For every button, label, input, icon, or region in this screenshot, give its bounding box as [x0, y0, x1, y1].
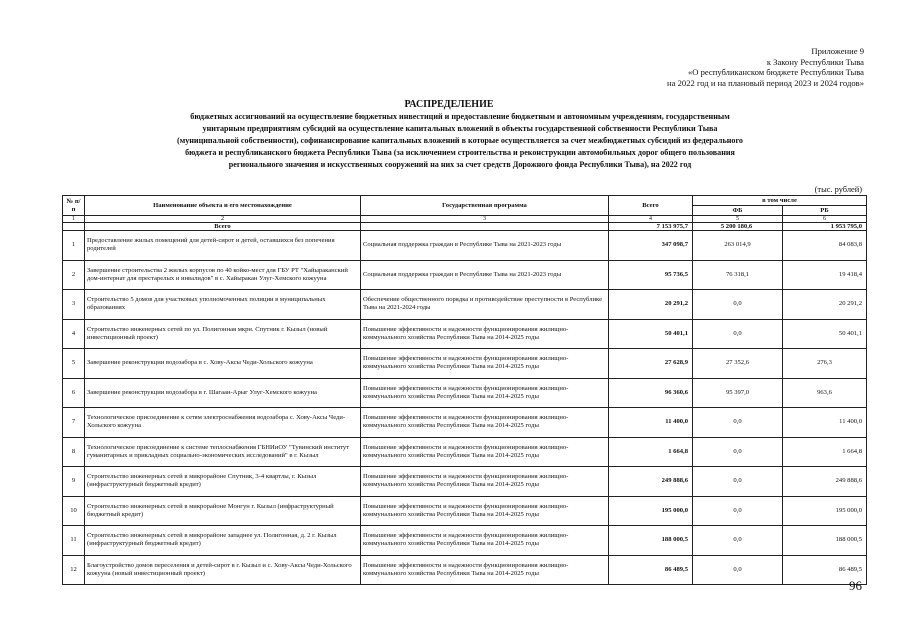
object-name: Строительство инженерных сетей в микрорайоне западнее ул. Полигонная, д. 2 г. Кызыл (инфраструктурный бюджетный кредит)	[85, 526, 361, 556]
table-row	[63, 290, 867, 320]
amount-fb: 0,0	[693, 496, 783, 526]
amount-total: 1 664,8	[609, 437, 693, 467]
total-rb: 1 953 795,0	[783, 223, 867, 231]
amount-rb: 19 418,4	[783, 260, 867, 290]
table-row	[63, 231, 867, 261]
subtitle-line: (муниципальной собственности), софинансирование капитальных вложений в которые осуществляется за счет межбюджетных субсидий из федерального	[177, 135, 743, 145]
subtitle-line: унитарным предприятиям субсидий на осуществление капитальных вложений в объекты государственной собственности Республики Тыва	[202, 123, 718, 133]
row-number: 11	[63, 526, 85, 556]
object-name: Предоставление жилых помещений для детей-сирот и детей, оставшихся без попечения родителей	[85, 231, 361, 261]
page-number: 96	[849, 578, 862, 593]
amount-rb: 50 401,1	[783, 319, 867, 349]
allocation-table-wrapper	[62, 195, 866, 585]
header-total: Всего	[609, 196, 693, 216]
column-number-row	[63, 216, 867, 223]
row-number: 9	[63, 467, 85, 497]
appendix-header	[667, 46, 864, 88]
subtitle-line: регионального значения и искусственных сооружений на них за счет средств Дорожного фонда Республики Тыва), на 2022 год	[228, 159, 692, 169]
amount-total: 86 489,5	[609, 555, 693, 585]
object-name: Строительство инженерных сетей в микрорайоне Монгун г. Кызыл (инфраструктурный бюджетный кредит)	[85, 496, 361, 526]
row-number: 2	[63, 260, 85, 290]
object-name: Строительство инженерных сетей в микрорайоне Спутник, 3-4 квартлы, г. Кызыл (инфраструктурный бюджетный кредит)	[85, 467, 361, 497]
amount-fb: 27 352,6	[693, 349, 783, 379]
amount-fb: 0,0	[693, 437, 783, 467]
subtitle-line: бюджетных ассигнований на осуществление бюджетных инвестиций и предоставление бюджетным и автономным учреждениям, государственным	[190, 112, 730, 121]
table-row	[63, 319, 867, 349]
amount-fb: 0,0	[693, 408, 783, 438]
amount-rb: 195 000,0	[783, 496, 867, 526]
column-number: 6	[783, 216, 867, 223]
object-name: Завершение реконструкции водозабора в г. Шагаан-Арыг Улуг-Хемского кожууна	[85, 378, 361, 408]
amount-rb: 86 489,5	[783, 555, 867, 585]
amount-rb: 11 400,0	[783, 408, 867, 438]
allocation-table	[62, 195, 867, 585]
total-fb: 5 200 180,6	[693, 223, 783, 231]
program-name: Повышение эффективности и надежности функционирования жилищно-коммунального хозяйства Республики Тыва на 2014-2025 годы	[361, 496, 609, 526]
amount-fb: 95 397,0	[693, 378, 783, 408]
object-name: Благоустройство домов переселения и детей-сирот в г. Кызыл и с. Хову-Аксы Чеди-Хольского кожууна (новый инвестиционный проект)	[85, 555, 361, 585]
header-name: Наименование объекта и его местонахождение	[85, 196, 361, 216]
appendix-line: на 2022 год и на плановый период 2023 и 2024 годов»	[667, 77, 864, 88]
program-name: Повышение эффективности и надежности функционирования жилищно-коммунального хозяйства Республики Тыва на 2014-2025 годы	[361, 467, 609, 497]
document-title: РАСПРЕДЕЛЕНИЕ	[404, 99, 494, 110]
appendix-line: Приложение 9	[811, 46, 864, 56]
total-row	[63, 223, 867, 231]
amount-rb: 276,3	[783, 349, 867, 379]
header-fb: ФБ	[693, 206, 783, 216]
amount-fb: 76 318,1	[693, 260, 783, 290]
amount-fb: 0,0	[693, 526, 783, 556]
appendix-line: «О республиканском бюджете Республики Тыва	[687, 67, 864, 78]
amount-total: 249 888,6	[609, 467, 693, 497]
amount-total: 27 628,9	[609, 349, 693, 379]
object-name: Строительство 5 домов для участковых уполномоченных полиции в муниципальных образованиях	[85, 290, 361, 320]
amount-total: 96 360,6	[609, 378, 693, 408]
amount-total: 50 401,1	[609, 319, 693, 349]
table-row	[63, 496, 867, 526]
program-name: Социальная поддержка граждан в Республике Тыва на 2021-2023 годы	[361, 260, 609, 290]
table-row	[63, 555, 867, 585]
program-name: Повышение эффективности и надежности функционирования жилищно-коммунального хозяйства Республики Тыва на 2014-2025 годы	[361, 378, 609, 408]
total-sum: 7 153 975,7	[609, 223, 693, 231]
amount-rb: 963,6	[783, 378, 867, 408]
column-number: 2	[85, 216, 361, 223]
units-label: (тыс. рублей)	[814, 185, 862, 194]
amount-rb: 249 888,6	[783, 467, 867, 497]
amount-fb: 0,0	[693, 319, 783, 349]
column-number: 4	[609, 216, 693, 223]
amount-fb: 0,0	[693, 555, 783, 585]
amount-rb: 20 291,2	[783, 290, 867, 320]
row-number: 12	[63, 555, 85, 585]
row-number: 1	[63, 231, 85, 261]
object-name: Завершение строительства 2 жилых корпусов по 40 койко-мест для ГБУ РТ "Хайыраканский дом-интернат для престарелых и инвалидов" в с. Хайыракан Улуг-Хемского кожууна	[85, 260, 361, 290]
header-no: № п/п	[63, 196, 85, 216]
table-row	[63, 408, 867, 438]
total-empty-cell	[361, 223, 609, 231]
amount-rb: 84 083,8	[783, 231, 867, 261]
program-name: Повышение эффективности и надежности функционирования жилищно-коммунального хозяйства Республики Тыва на 2014-2025 годы	[361, 349, 609, 379]
column-number: 5	[693, 216, 783, 223]
program-name: Повышение эффективности и надежности функционирования жилищно-коммунального хозяйства Республики Тыва на 2014-2025 годы	[361, 526, 609, 556]
header-program: Государственная программа	[361, 196, 609, 216]
column-number: 1	[63, 216, 85, 223]
appendix-line: к Закону Республики Тыва	[766, 56, 864, 67]
row-number: 8	[63, 437, 85, 467]
amount-total: 188 000,5	[609, 526, 693, 556]
amount-total: 20 291,2	[609, 290, 693, 320]
column-number: 3	[361, 216, 609, 223]
program-name: Повышение эффективности и надежности функционирования жилищно-коммунального хозяйства Республики Тыва на 2014-2025 годы	[361, 319, 609, 349]
table-row	[63, 526, 867, 556]
program-name: Повышение эффективности и надежности функционирования жилищно-коммунального хозяйства Республики Тыва на 2014-2025 годы	[361, 408, 609, 438]
object-name: Завершение реконструкции водозабора в с. Хову-Аксы Чеди-Хольского кожууна	[85, 349, 361, 379]
program-name: Повышение эффективности и надежности функционирования жилищно-коммунального хозяйства Республики Тыва на 2014-2025 годы	[361, 437, 609, 467]
amount-fb: 263 014,9	[693, 231, 783, 261]
table-body	[63, 231, 867, 585]
amount-total: 95 736,5	[609, 260, 693, 290]
header-rb: РБ	[783, 206, 867, 216]
table-row	[63, 437, 867, 467]
subtitle-line: бюджета и республиканского бюджета Республики Тыва (за исключением строительства и реконструкции автомобильных дорог общего пользования	[185, 147, 735, 157]
object-name: Технологическое присоединение к системе теплоснабжения ГБНИиОУ "Тувинский институт гуманитарных и прикладных социально-экономических исследований" в г. Кызыл	[85, 437, 361, 467]
amount-fb: 0,0	[693, 290, 783, 320]
row-number: 3	[63, 290, 85, 320]
program-name: Социальная поддержка граждан в Республике Тыва на 2021-2023 годы	[361, 231, 609, 261]
row-number: 4	[63, 319, 85, 349]
table-row	[63, 260, 867, 290]
amount-total: 195 000,0	[609, 496, 693, 526]
amount-rb: 188 000,5	[783, 526, 867, 556]
amount-total: 347 098,7	[609, 231, 693, 261]
row-number: 7	[63, 408, 85, 438]
program-name: Обеспечение общественного порядка и противодействие преступности в Республике Тыва на 2021-2024 годы	[361, 290, 609, 320]
total-label: Всего	[85, 223, 361, 231]
document-subtitle	[110, 111, 810, 171]
program-name: Повышение эффективности и надежности функционирования жилищно-коммунального хозяйства Республики Тыва на 2014-2025 годы	[361, 555, 609, 585]
amount-rb: 1 664,8	[783, 437, 867, 467]
header-including: в том числе	[693, 196, 867, 206]
row-number: 6	[63, 378, 85, 408]
amount-fb: 0,0	[693, 467, 783, 497]
row-number: 10	[63, 496, 85, 526]
object-name: Технологическое присоединение к сетям электроснабжения водозабора с. Хову-Аксы Чеди-Хольского кожууна	[85, 408, 361, 438]
total-empty-cell	[63, 223, 85, 231]
object-name: Строительство инженерных сетей по ул. Полигонная мкрн. Спутник г. Кызыл (новый инвестиционный проект)	[85, 319, 361, 349]
table-row	[63, 467, 867, 497]
amount-total: 11 400,0	[609, 408, 693, 438]
table-row	[63, 349, 867, 379]
row-number: 5	[63, 349, 85, 379]
table-row	[63, 378, 867, 408]
